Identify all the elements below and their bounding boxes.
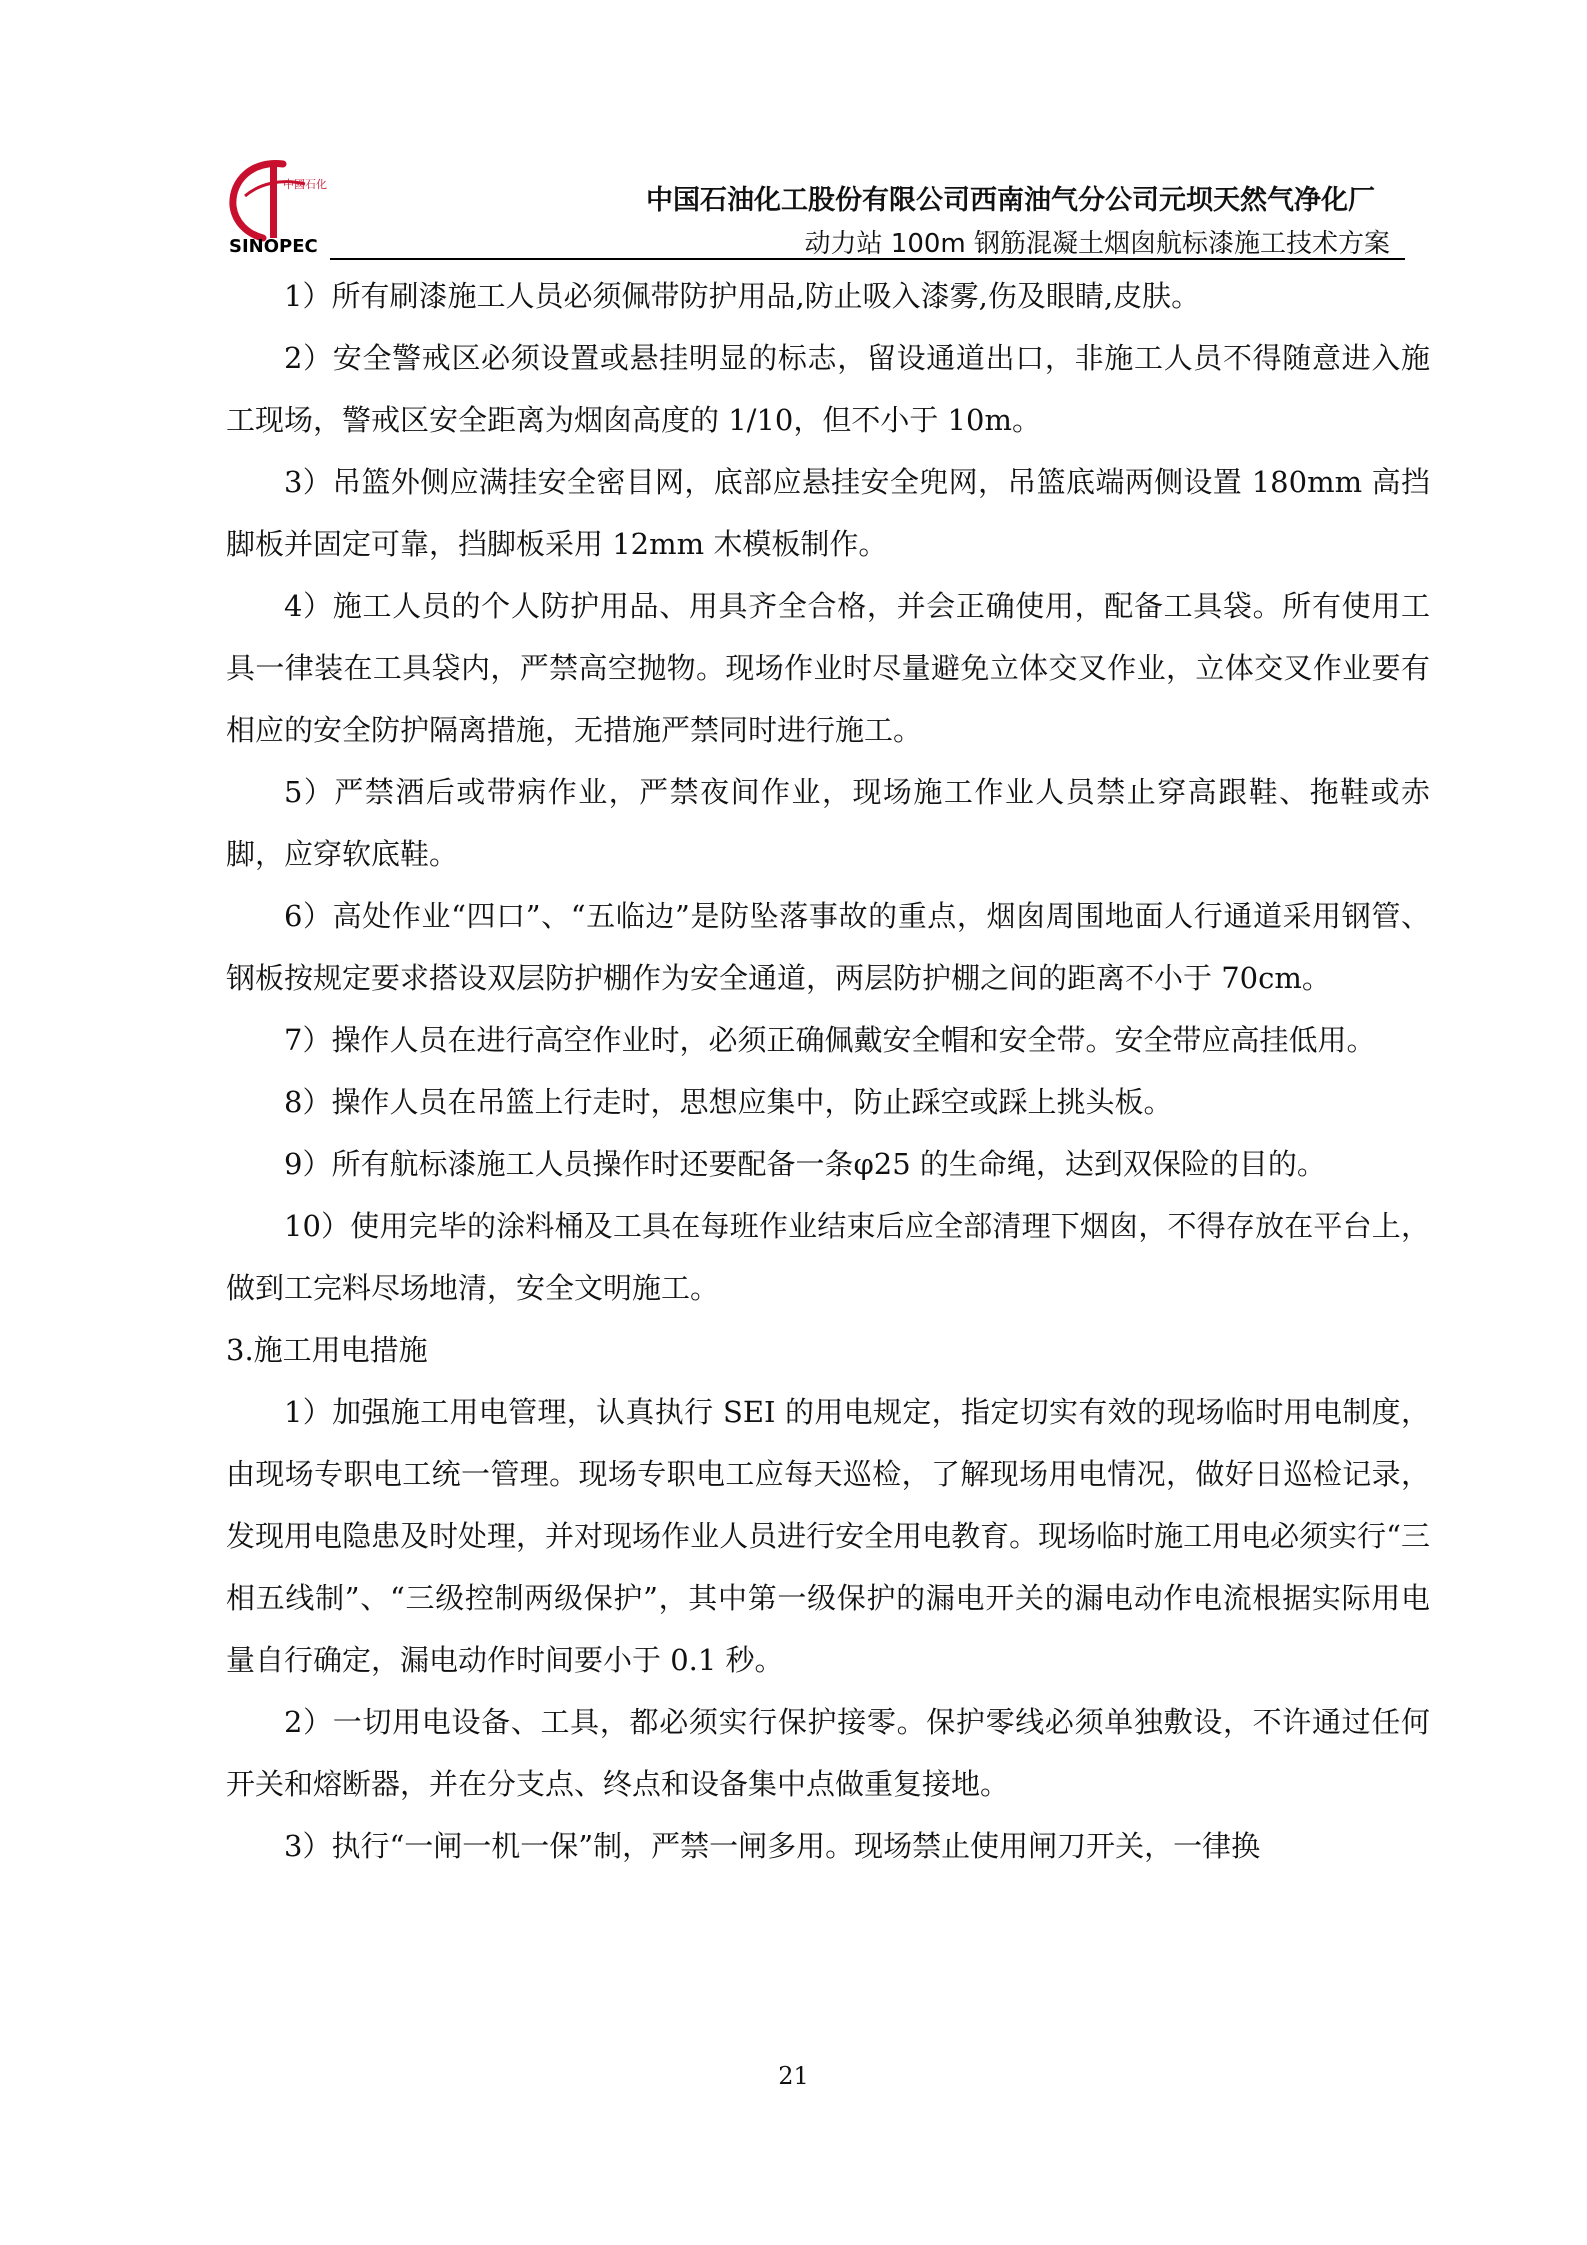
header-company-name: 中国石油化工股份有限公司西南油气分公司元坝天然气净化厂 (646, 185, 1375, 216)
paragraph-3: 3）吊篮外侧应满挂安全密目网，底部应悬挂安全兜网，吊篮底端两侧设置 180mm 高挡脚板并固定可靠，挡脚板采用 12mm 木模板制作。 (226, 465, 1430, 561)
sinopec-logo-icon (225, 158, 335, 256)
paragraph-8: 8）操作人员在吊篮上行走时，思想应集中，防止踩空或踩上挑头板。 (284, 1085, 1173, 1119)
section-heading: 3.施工用电措施 (226, 1333, 428, 1367)
paragraph-7: 7）操作人员在进行高空作业时，必须正确佩戴安全帽和安全带。安全带应高挂低用。 (284, 1023, 1376, 1057)
paragraph-2: 2）安全警戒区必须设置或悬挂明显的标志，留设通道出口，非施工人员不得随意进入施工现场，警戒区安全距离为烟囱高度的 1/10，但不小于 10m。 (226, 341, 1430, 437)
paragraph-4: 4）施工人员的个人防护用品、用具齐全合格，并会正确使用，配备工具袋。所有使用工具一律装在工具袋内，严禁高空抛物。现场作业时尽量避免立体交叉作业，立体交叉作业要有相应的安全防护隔离措施，无措施严禁同时进行施工。 (226, 589, 1430, 747)
page-number: 21 (778, 2062, 809, 2090)
paragraph-5: 5）严禁酒后或带病作业，严禁夜间作业，现场施工作业人员禁止穿高跟鞋、拖鞋或赤脚，应穿软底鞋。 (226, 775, 1430, 871)
header-divider (330, 258, 1405, 260)
paragraph-9: 9）所有航标漆施工人员操作时还要配备一条φ25 的生命绳，达到双保险的目的。 (284, 1147, 1326, 1181)
svg-text:中國石化: 中國石化 (283, 178, 327, 191)
paragraph-10: 10）使用完毕的涂料桶及工具在每班作业结束后应全部清理下烟囱，不得存放在平台上，做到工完料尽场地清，安全文明施工。 (226, 1209, 1430, 1305)
section-paragraph-2: 2）一切用电设备、工具，都必须实行保护接零。保护零线必须单独敷设，不许通过任何开关和熔断器，并在分支点、终点和设备集中点做重复接地。 (226, 1705, 1430, 1801)
section-paragraph-1: 1）加强施工用电管理，认真执行 SEI 的用电规定，指定切实有效的现场临时用电制度，由现场专职电工统一管理。现场专职电工应每天巡检，了解现场用电情况，做好日巡检记录，发现用电隐患及时处理，并对现场作业人员进行安全用电教育。现场临时施工用电必须实行“三相五线制”、“三级控制两级保护”，其中第一级保护的漏电开关的漏电动作电流根据实际用电量自行确定，漏电动作时间要小于 0.1 秒。 (226, 1395, 1430, 1677)
document-body (226, 265, 1430, 1877)
svg-text:SINOPEC: SINOPEC (229, 236, 318, 256)
paragraph-6: 6）高处作业“四口”、“五临边”是防坠落事故的重点，烟囱周围地面人行通道采用钢管、钢板按规定要求搭设双层防护棚作为安全通道，两层防护棚之间的距离不小于 70cm。 (226, 899, 1430, 995)
paragraph-1: 1）所有刷漆施工人员必须佩带防护用品,防止吸入漆雾,伤及眼睛,皮肤。 (284, 279, 1201, 313)
header-document-title: 动力站 100m 钢筋混凝土烟囱航标漆施工技术方案 (804, 229, 1390, 259)
page-header (225, 150, 1405, 260)
section-paragraph-3: 3）执行“一闸一机一保”制，严禁一闸多用。现场禁止使用闸刀开关，一律换 (284, 1829, 1261, 1863)
